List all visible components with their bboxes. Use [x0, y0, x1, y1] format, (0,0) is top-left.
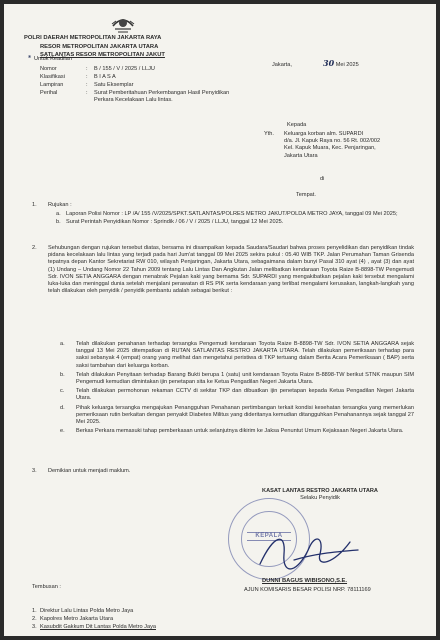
letterhead-line-1: POLRI DAERAH METROPOLITAN JAKARTA RAYA: [24, 35, 162, 41]
yth-label: Yth.: [264, 131, 274, 137]
tembusan-title: Tembusan :: [32, 584, 61, 590]
rujukan-list: [56, 211, 408, 227]
langkah-list: [60, 341, 414, 437]
letter-page: POLRI DAERAH METROPOLITAN JAKARTA RAYA RESOR METROPOLITAN JAKARTA UTARA SATLANTAS RESOR METROPOLITAN JAKUT * Untuk Keadilan Nomor : B / 155 / V / 2025 / LLJU Klasifikasi : B I A S A Lampiran : Satu Eksemplar Perihal : Surat Pemberitahuan Perkembangan Hasil Penyidikan Perkara Kecelakaan Lalu lintas. Jakarta, 30 Mei 2025 Kepada Yth. Keluarga korban alm. SUPARDI d/a. Jl. Kapuk Raya no. 56 Rt. 002/002 Kel. Kapuk Muara, Kec. Penjaringan, Jakarta Utara di Tempat. 1. Rujukan : a. Laporan Polisi Nomor : LP /A/ 155 /V/2025/SPKT.SATLANTAS/POLRES METRO JAKUT/POLDA METRO JAYA, tanggal 09 Mei 2025; b. Surat Perintah Penyidikan Nomor : Sprindik / 06 / V / 2025 / LLJU, tanggal 12 Mei 2025. 2. Sehubungan dengan rujukan tersebut diatas, bersama ini disampaikan kepada Saudara/Saudari bahwa proses penyelidikan dan penyidikan tindak pidana kecelakaan lalu lintas yang terjadi pada hari Jum'at tanggal 09 Mei 2025 sekira pukul : 05.40 WIB TKP. Jalan Perumahan Taman Grisenda tepatnya depan Kantor Sekretariat RW 010, wilayah Penjaringan, Jakarta Utara, sebagaimana dalam bunyi Pasal 310 ayat (4) , ayat (3) dan ayat (1) Undang – Undang Nomor 22 Tahun 2009 tentang Lalu Lintas Dan Angkutan Jalan melibatkan kendaraan Toyota Raize B-8898-TW Pengemudi Sdr. IVON SETIA ANGGARA dengan menabrak Pejalan kaki yang bernama Sdr. SUPARDI yang mengakibatkan pejalan kaki tersebut mengalami luka-luka dan meninggal dunia setelah menjalani perawatan di RS PIK serta kendaraan yang terlibat mengalami kerusakan, langkah-langkah yang telah dilakukan oleh penyidik / penyidik pembantu adalah sebagai berikut : a. Telah dilakukan penahanan terhadap tersangka Pengemudi kendaraan Toyota Raize B-8898-TW Sdr. IVON SETIA ANGGARA sejak tanggal 13 Mei 2025 ditempatkan di RUTAN SATLANTAS RESTRO JAKARTA UTARA. Telah dilakukan pemeriksaan terhadap para saksi sebanyak 4 (empat) orang yang melihat dan mengetahui peristiwa di TKP tertuang dalam Berita Acara Pemeriksaan ( BAP) serta saksi tambahan dari keluarga korban. b. Telah dilakukan Penyitaan terhadap Barang Bukti berupa 1 (satu) unit kendaraan Toyota Raize B-8898-TW berikut STNK maupun SIM Pengemudi kemudian dimintakan ijin penetapan sita ke Ketua Pengadilan Negeri Jakarta Utara. c. Telah dilakukan permohonan rekaman CCTV di sekitar TKP dan dibuatkan ijin penetapan kepada Ketua Pengadilan Negeri Jakarta Utara. d. Pihak keluarga tersangka mengajukan Penangguhan Penahanan pertimbangan terkait kondisi kesehatan tersangka yang memerlukan pemeriksaan rutin berkaitan dengan penyakit Diabetes Militus yang dideritanya kemudian ditangguhkan Penahanannya sejak tanggal 27 Mei 2025. e. Berkas Perkara memasuki tahap pemberkasan untuk selanjutnya dikirim ke Jaksa Penuntut Umum Kejaksaan Negeri Jakarta Utara. 3. Demikian untuk menjadi maklum. KASAT LANTAS RESTRO JAKARTA UTARA Selaku Penyidik KEPALA DUNNI BAGUS WIBISONO,S.E. AJUN KOMISARIS BESAR POLISI NRP. 78111169 Tembusan : 1. Direktur Lalu Lintas Polda Metro Jaya 2. Kapolres Metro Jakarta Utara 3. Kasubdit Gakkum Dit Lantas Polda Metro Jaya: [4, 4, 436, 636]
list-item: b. Telah dilakukan Penyitaan terhadap Barang Bukti berupa 1 (satu) unit kendaraan Toyota Raize B-8898-TW berikut STNK maupun SIM Pengemudi kemudian dimintakan ijin penetapan sita ke Ketua Pengadilan Negeri Jakarta Utara.: [60, 371, 414, 386]
handwritten-signature: [254, 524, 364, 580]
signatory-subtitle: Selaku Penyidik: [300, 495, 340, 502]
kepada-label: Kepada: [287, 122, 307, 128]
nomor-value: B / 155 / V / 2025 / LLJU: [94, 66, 155, 72]
recipient-address: Keluarga korban alm. SUPARDI d/a. Jl. Kapuk Raya no. 56 Rt. 002/002 Kel. Kapuk Muara, Kec. Penjaringan, Jakarta Utara: [284, 131, 381, 159]
letter-date: Jakarta, 30 Mei 2025: [272, 58, 359, 68]
di-label: di: [320, 176, 325, 182]
list-item: e. Berkas Perkara memasuki tahap pemberkasan untuk selanjutnya dikirim ke Jaksa Penuntut Umum Kejaksaan Negeri Jakarta Utara.: [60, 428, 404, 435]
klasifikasi-row: Klasifikasi : B I A S A: [40, 74, 240, 82]
list-item: c. Telah dilakukan permohonan rekaman CCTV di sekitar TKP dan dibuatkan ijin penetapan kepada Ketua Pengadilan Negeri Jakarta Utara.: [60, 388, 414, 402]
perihal-row: Perihal : Surat Pemberitahuan Perkembangan Hasil Penyidikan Perkara Kecelakaan Lalu lintas.: [40, 90, 240, 106]
list-item: 3. Kasubdit Gakkum Dit Lantas Polda Metro Jaya: [32, 624, 156, 630]
tembusan-list: [32, 608, 252, 632]
date-day-handwritten: 30: [323, 58, 335, 68]
nomor-label: Nomor: [40, 66, 57, 72]
handwritten-note: * Untuk Keadilan: [28, 55, 72, 62]
list-item: 1. Direktur Lalu Lintas Polda Metro Jaya: [32, 608, 134, 614]
klasifikasi-value: B I A S A: [94, 74, 116, 80]
letterhead-line-2: RESOR METROPOLITAN JAKARTA UTARA: [40, 44, 159, 50]
section-1-title: Rujukan :: [48, 202, 72, 208]
list-item: a. Telah dilakukan penahanan terhadap tersangka Pengemudi kendaraan Toyota Raize B-8898-TW Sdr. IVON SETIA ANGGARA sejak tanggal 13 Mei 2025 ditempatkan di RUTAN SATLANTAS RESTRO JAKARTA UTARA. Telah dilakukan pemeriksaan terhadap para saksi sebanyak 4 (empat) orang yang melihat dan mengetahui peristiwa di TKP tertuang dalam Berita Acara Pemeriksaan ( BAP) serta saksi tambahan dari keluarga korban.: [60, 341, 414, 369]
list-item: b. Surat Perintah Penyidikan Nomor : Sprindik / 06 / V / 2025 / LLJU, tanggal 12 Mei 2025.: [56, 219, 284, 226]
perihal-value: Surat Pemberitahuan Perkembangan Hasil Penyidikan Perkara Kecelakaan Lalu lintas.: [94, 90, 230, 104]
signatory-title: KASAT LANTAS RESTRO JAKARTA UTARA: [262, 488, 378, 494]
lampiran-row: Lampiran : Satu Eksemplar: [40, 82, 240, 90]
tempat-label: Tempat.: [296, 192, 316, 198]
list-item: 2. Kapolres Metro Jakarta Utara: [32, 616, 114, 622]
klasifikasi-label: Klasifikasi: [40, 74, 65, 80]
perihal-label: Perihal: [40, 90, 58, 96]
section-3-body: Demikian untuk menjadi maklum.: [48, 468, 131, 474]
list-item: a. Laporan Polisi Nomor : LP /A/ 155 /V/2025/SPKT.SATLANTAS/POLRES METRO JAKUT/POLDA METRO JAYA, tanggal 09 Mei 2025;: [56, 211, 398, 217]
stamp-text: KEPALA: [247, 532, 291, 541]
lampiran-value: Satu Eksemplar: [94, 82, 134, 88]
section-2-body: Sehubungan dengan rujukan tersebut diatas, bersama ini disampaikan kepada Saudara/Saudari bahwa proses penyelidikan dan penyidikan tindak pidana kecelakaan lalu lintas yang terjadi pada hari Jum'at tanggal 09 Mei 2025 sekira pukul : 05.40 WIB TKP. Jalan Perumahan Taman Grisenda tepatnya depan Kantor Sekretariat RW 010, wilayah Penjaringan, Jakarta Utara, sebagaimana dalam bunyi Pasal 310 ayat (4) , ayat (3) dan ayat (1) Undang – Undang Nomor 22 Tahun 2009 tentang Lalu Lintas Dan Angkutan Jalan melibatkan kendaraan Toyota Raize B-8898-TW Pengemudi Sdr. IVON SETIA ANGGARA dengan menabrak Pejalan kaki yang bernama Sdr. SUPARDI yang mengakibatkan pejalan kaki tersebut mengalami luka-luka dan meninggal dunia setelah menjalani perawatan di RS PIK serta kendaraan yang terlibat mengalami kerusakan, langkah-langkah yang telah dilakukan oleh penyidik / penyidik pembantu adalah sebagai berikut :: [48, 245, 414, 295]
signature-block: [220, 488, 420, 502]
letterhead-line-3: SATLANTAS RESOR METROPOLITAN JAKUT: [40, 52, 165, 58]
letter-metadata: [40, 66, 240, 106]
list-item: d. Pihak keluarga tersangka mengajukan Penangguhan Penahanan pertimbangan terkait kondisi kesehatan tersangka yang memerlukan pemeriksaan rutin berkaitan dengan penyakit Diabetes Militus yang dideritanya kemudian ditangguhkan Penahanannya sejak tanggal 27 Mei 2025.: [60, 404, 414, 426]
police-emblem-icon: [110, 12, 136, 34]
nomor-row: Nomor : B / 155 / V / 2025 / LLJU: [40, 66, 240, 74]
signatory-name: DUNNI BAGUS WIBISONO,S.E.: [262, 578, 348, 584]
lampiran-label: Lampiran: [40, 82, 64, 88]
signatory-rank: AJUN KOMISARIS BESAR POLISI NRP. 78111169: [244, 587, 371, 593]
